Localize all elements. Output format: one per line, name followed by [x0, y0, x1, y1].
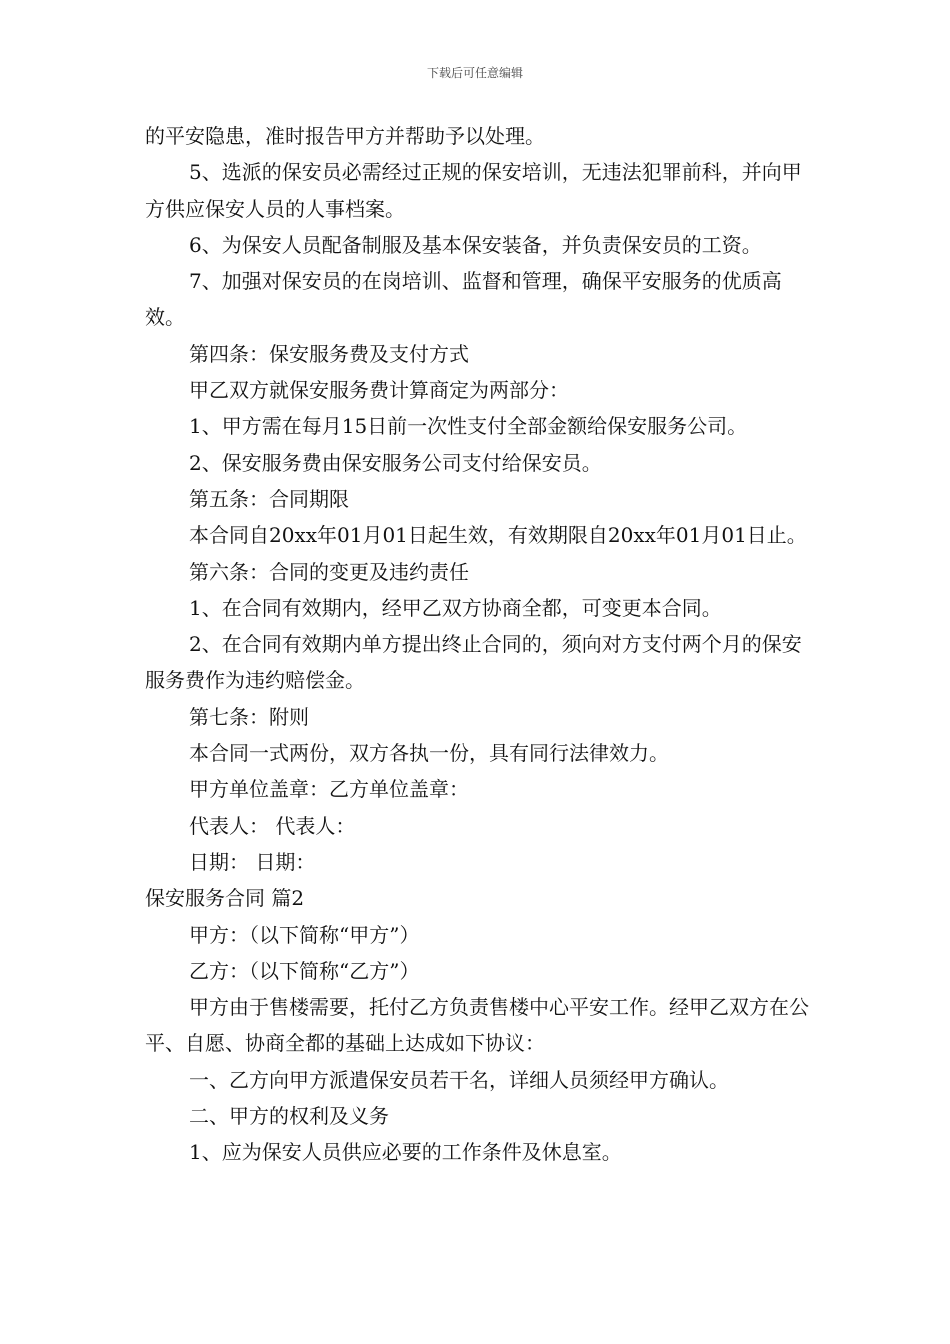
paragraph: 1、在合同有效期内，经甲乙双方协商全都，可变更本合同。 [189, 595, 722, 620]
paragraph: 2、保安服务费由保安服务公司支付给保安员。 [189, 450, 602, 475]
paragraph: 本合同自20xx年01月01日起生效，有效期限自20xx年01月01日止。 [189, 523, 807, 548]
party-line: 甲方：（以下简称“甲方”） [189, 922, 420, 947]
paragraph: 甲方由于售楼需要，托付乙方负责售楼中心平安工作。经甲乙双方在公平、自愿、协商全都的基础上达成如下协议： [145, 995, 809, 1056]
paragraph: 6、为保安人员配备制服及基本保安装备，并负责保安员的工资。 [189, 232, 762, 257]
paragraph: 2、在合同有效期内单方提出终止合同的，须向对方支付两个月的保安服务费作为违约赔偿金。 [145, 632, 802, 693]
document-body [145, 118, 810, 1171]
paragraph: 的平安隐患，准时报告甲方并帮助予以处理。 [145, 124, 545, 148]
section-heading: 第五条：合同期限 [189, 486, 349, 511]
party-line: 乙方：（以下简称“乙方”） [189, 958, 420, 983]
section-heading: 第四条：保安服务费及支付方式 [189, 341, 469, 366]
paragraph: 1、应为保安人员供应必要的工作条件及休息室。 [189, 1140, 622, 1165]
section-heading: 第七条：附则 [189, 704, 309, 729]
paragraph: 7、加强对保安员的在岗培训、监督和管理，确保平安服务的优质高效。 [145, 269, 782, 330]
paragraph: 本合同一式两份，双方各执一份，具有同行法律效力。 [189, 741, 669, 766]
signature-line: 甲方单位盖章：乙方单位盖章： [189, 777, 469, 802]
signature-line: 日期： 日期： [189, 849, 316, 874]
document-subtitle: 保安服务合同 篇2 [145, 886, 305, 911]
section-heading: 第六条：合同的变更及违约责任 [189, 559, 469, 584]
paragraph: 1、甲方需在每月15日前一次性支付全部金额给保安服务公司。 [189, 414, 748, 439]
paragraph: 一、乙方向甲方派遣保安员若干名，详细人员须经甲方确认。 [189, 1067, 729, 1092]
signature-line: 代表人： 代表人： [189, 813, 356, 838]
page-header: 下载后可任意编辑 [426, 66, 523, 80]
section-heading: 二、甲方的权利及义务 [189, 1104, 389, 1129]
paragraph: 5、选派的保安员必需经过正规的保安培训，无违法犯罪前科，并向甲方供应保安人员的人事档案。 [145, 160, 802, 221]
paragraph: 甲乙双方就保安服务费计算商定为两部分： [189, 378, 569, 403]
